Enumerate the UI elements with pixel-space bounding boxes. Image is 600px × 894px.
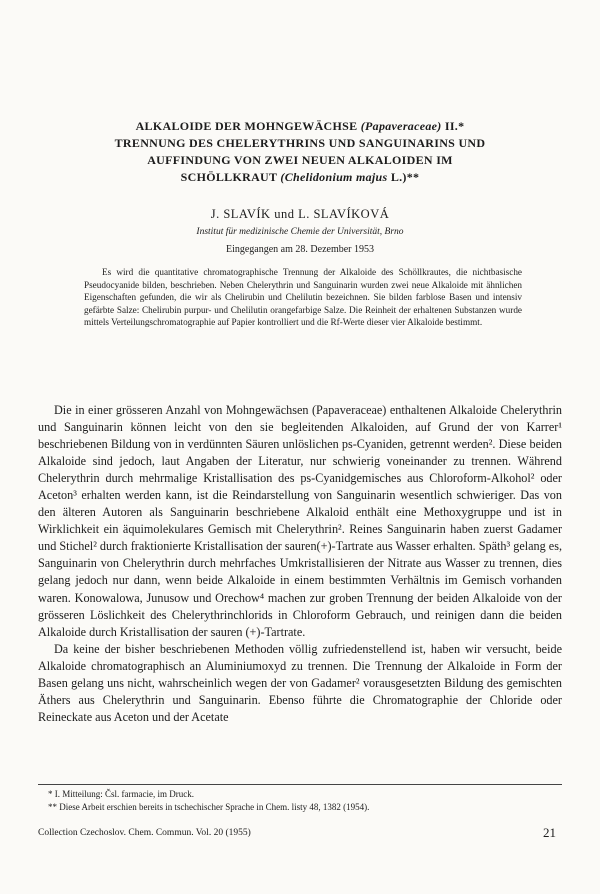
footnotes: [38, 784, 562, 814]
article-title: [60, 118, 540, 186]
body-text: [38, 402, 562, 726]
journal-citation: Collection Czechoslov. Chem. Commun. Vol. 20 (1955): [38, 828, 251, 838]
paragraph: Da keine der bisher beschriebenen Methoden völlig zufriedenstellend ist, haben wir versucht, beide Alkaloide chromatographisch an Aluminiumoxyd zu trennen. Die Trennung der Alkaloide in Form der Basen gelang uns nicht, wahrscheinlich wegen der von Gadamer² vorausgesetzten Bildung des gemischten Äthers aus Chelerythrin und Sanguinarin. Ebenso führte die Chromatographie der Chloride oder Reineckate aus Aceton und der Acetate: [38, 641, 562, 724]
title-line-1: [60, 118, 540, 135]
title-text: L.)**: [387, 170, 420, 184]
page-number: 21: [543, 825, 556, 840]
title-italic: (Papaveraceae): [360, 119, 442, 133]
title-text: ALKALOIDE DER MOHNGEWÄCHSE: [135, 119, 361, 133]
footnote: * I. Mitteilung: Čsl. farmacie, im Druck.: [48, 789, 194, 799]
title-line-3: AUFFINDUNG VON ZWEI NEUEN ALKALOIDEN IM: [147, 153, 453, 167]
received-date: Eingegangen am 28. Dezember 1953: [225, 244, 374, 255]
affiliation: Institut für medizinische Chemie der Universität, Brno: [196, 227, 404, 237]
footnote: ** Diese Arbeit erschien bereits in tschechischer Sprache in Chem. listy 48, 1382 (1954).: [48, 802, 370, 812]
title-text: II.*: [441, 119, 465, 133]
title-text: SCHÖLLKRAUT: [180, 170, 281, 184]
title-line-2: TRENNUNG DES CHELERYTHRINS UND SANGUINARINS UND: [114, 136, 486, 150]
title-italic: (Chelidonium majus: [280, 170, 388, 184]
authors: J. SLAVÍK und L. SLAVÍKOVÁ: [210, 207, 390, 221]
abstract: Es wird die quantitative chromatographische Trennung der Alkaloide des Schöllkrautes, die nichtbasische Pseudocyanide bilden, beschrieben. Neben Chelerythrin und Sanguinarin wurden zwei neue Alkaloide mit ähnlichen Eigenschaften gefunden, die wir als Chelirubin und Chelilutin bezeichnen. Sie bilden farblose Basen und intensiv gefärbte Salze: Chelirubin purpur- und Chelilutin orangefarbige Salze. Die Reinheit der erhaltenen Substanzen wurde mittels Verteilungschromatographie auf Papier kontrolliert und die Rf-Werte dieser vier Alkaloide bestimmt.: [84, 267, 522, 328]
paragraph: Die in einer grösseren Anzahl von Mohngewächsen (Papaveraceae) enthaltenen Alkaloide Chelerythrin und Sanguinarin können leicht von den sie begleitenden Alkaloiden, auf Grund der von Karrer¹ beschriebenen Bildung von in verdünnten Säuren unlöslichen ps-Cyaniden, getrennt werden². Diese beiden Alkaloide sind jedoch, laut Angaben der Literatur, nur schwierig voneinander zu trennen. Während Chelerythrin durch mehrmalige Kristallisation des ps-Cyanidgemisches aus Chloroform-Alkohol² oder Aceton³ erhalten werden kann, ist die Reindarstellung von Sanguinarin wesentlich schwieriger. Das von den älteren Autoren als Sanguinarin beschriebene Alkaloid enthält eine Methoxygruppe und ist in Wirklichkeit ein äquimolekulares Gemisch mit Chelerythrin². Reines Sanguinarin haben zuerst Gadamer und Stichel² durch fraktionierte Kristallisation der sauren(+)-Tartrate aus Wasser erhalten. Späth³ gelang es, Sanguinarin von Chelerythrin durch mehrfaches Umkristallisieren der Nitrate aus Wasser zu trennen, dies gelang jedoch nur dann, wenn beide Alkaloide in einem bestimmten Verhältnis im Gemisch vorhanden waren. Konowalowa, Junusow und Orechow⁴ machen zur groben Trennung der beiden Alkaloide von der grösseren Löslichkeit des Chelerythrinchlorids in Chloroform Gebrauch, und reinigen dann die beiden Alkaloide durch Kristallisation der sauren (+)-Tartrate.: [38, 403, 562, 639]
title-line-4: [60, 169, 540, 186]
